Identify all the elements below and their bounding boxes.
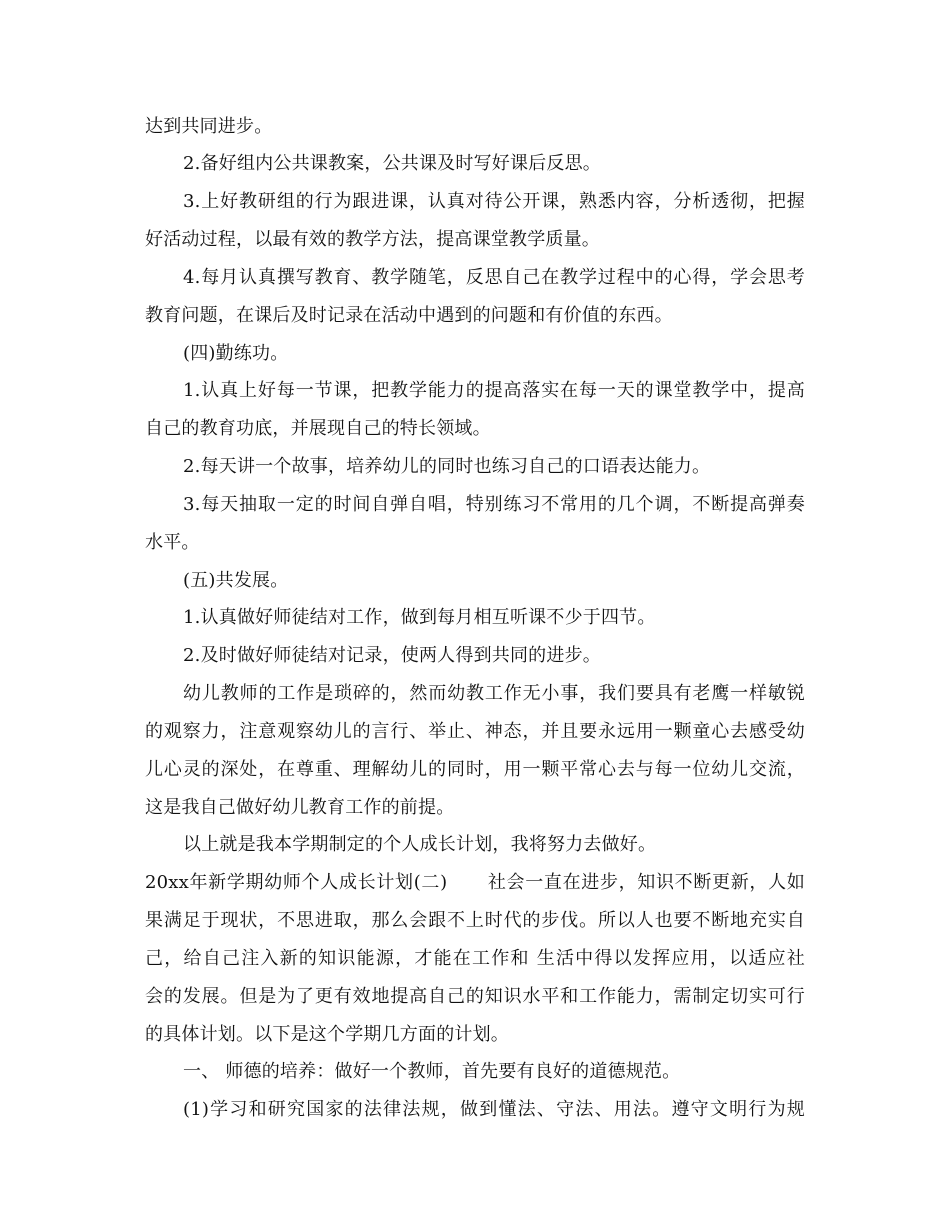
- plan-heading-line: [145, 868, 805, 898]
- text-line: 教育问题，在课后及时记录在活动中遇到的问题和有价值的东西。: [145, 305, 673, 326]
- text-line: 己，给自己注入新的知识能源，才能在工作和 生活中得以发挥应用，以适应社: [145, 948, 805, 969]
- text-line: 的具体计划。以下是这个学期几方面的计划。: [145, 1024, 509, 1045]
- plan-title: 20xx年新学期幼师个人成长计划(二): [145, 872, 448, 893]
- section-heading: (四)勤练功。: [183, 343, 289, 364]
- text-line: 4.每月认真撰写教育、教学随笔，反思自己在教学过程中的心得，学会思考: [183, 267, 805, 288]
- text-line: 2.每天讲一个故事，培养幼儿的同时也练习自己的口语表达能力。: [183, 456, 711, 477]
- text-line: 达到共同进步。: [145, 116, 273, 137]
- text-line: 会的发展。但是为了更有效地提高自己的知识水平和工作能力，需制定切实可行: [145, 986, 805, 1007]
- text-line: 1.认真做好师徒结对工作，做到每月相互听课不少于四节。: [183, 607, 656, 628]
- text-line: 自己的教育功底，并展现自己的特长领域。: [145, 418, 491, 439]
- text-line: 的观察力，注意观察幼儿的言行、举止、神态，并且要永远用一颗童心去感受幼: [145, 721, 805, 742]
- section-heading: 一、 师德的培养：做好一个教师，首先要有良好的道德规范。: [183, 1061, 681, 1082]
- plan-intro-text: 社会一直在进步，知识不断更新，人如: [487, 872, 805, 893]
- text-line: 2.备好组内公共课教案，公共课及时写好课后反思。: [183, 153, 601, 174]
- text-line: 3.每天抽取一定的时间自弹自唱，特别练习不常用的几个调，不断提高弹奏: [183, 494, 805, 515]
- text-line: 这是我自己做好幼儿教育工作的前提。: [145, 797, 455, 818]
- text-line: 1.认真上好每一节课，把教学能力的提高落实在每一天的课堂教学中，提高: [183, 380, 805, 401]
- text-line: 3.上好教研组的行为跟进课，认真对待公开课，熟悉内容，分析透彻，把握: [183, 191, 805, 212]
- text-line: 好活动过程，以最有效的教学方法，提高课堂教学质量。: [145, 229, 600, 250]
- text-line: 果满足于现状，不思进取，那么会跟不上时代的步伐。所以人也要不断地充实自: [145, 910, 805, 931]
- text-line: 儿心灵的深处，在尊重、理解幼儿的同时，用一颗平常心去与每一位幼儿交流，: [145, 759, 805, 780]
- text-line: 2.及时做好师徒结对记录，使两人得到共同的进步。: [183, 645, 601, 666]
- section-heading: (五)共发展。: [183, 570, 289, 591]
- text-line: 水平。: [145, 532, 200, 553]
- text-line: (1)学习和研究国家的法律法规，做到懂法、守法、用法。遵守文明行为规: [183, 1099, 805, 1120]
- text-line: 以上就是我本学期制定的个人成长计划，我将努力去做好。: [183, 834, 657, 855]
- text-line: 幼儿教师的工作是琐碎的，然而幼教工作无小事，我们要具有老鹰一样敏锐: [183, 683, 805, 704]
